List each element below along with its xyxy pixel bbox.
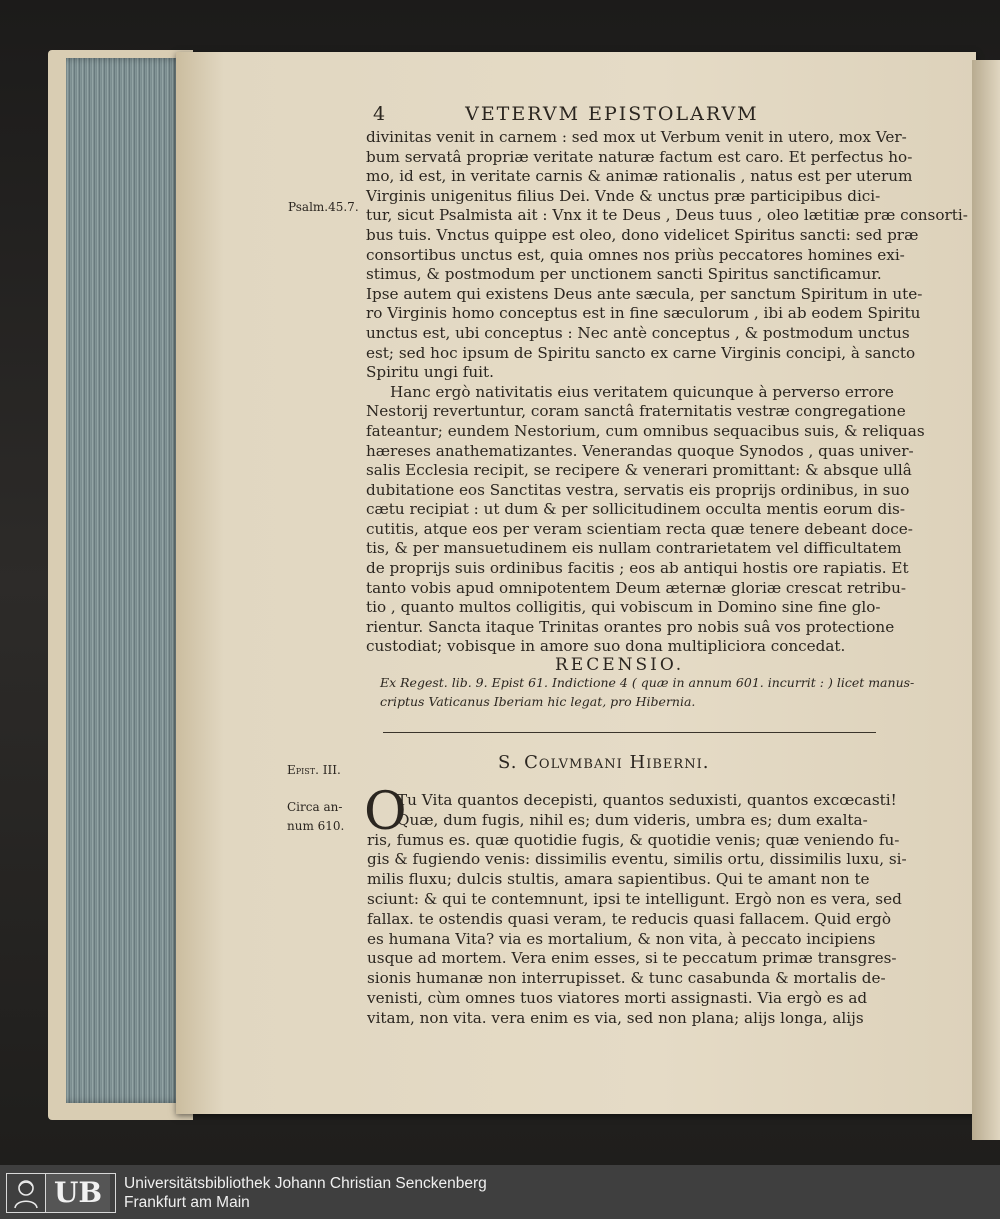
text-line: sionis humanæ non interrupisset. & tunc casabunda & mortalis de- [367,969,886,988]
epistle-title: S. Colvmbani Hiberni. [498,752,710,773]
text-line: tis, & per mansuetudinem eis nullam contrarietatem vel difficultatem [366,539,902,558]
margin-note-epist: Epist. III. [287,763,341,777]
text-line: Virginis unigenitus filius Dei. Vnde & unctus præ participibus dici- [366,186,881,205]
text-line: sciunt: & qui te contemnunt, ipsi te intelligunt. Ergò non es vera, sed [367,889,902,908]
body-text [366,128,968,657]
text-line: divinitas venit in carnem : sed mox ut Verbum venit in utero, mox Ver- [366,128,907,146]
text-line: rientur. Sancta itaque Trinitas orantes pro nobis suâ vos protectione [366,617,895,636]
library-name-line2: Frankfurt am Main [124,1194,250,1211]
text-line: ris, fumus es. quæ quotidie fugis, & quotidie venis; quæ veniendo fu- [367,830,900,849]
text-line: vitam, non vita. vera enim es via, sed non plana; alijs longa, alijs [367,1008,864,1027]
text-line: Spiritu ungi fuit. [366,363,494,382]
text-line: fallax. te ostendis quasi veram, te reducis quasi fallacem. Quid ergò [367,909,892,928]
recensio-line: Ex Regest. lib. 9. Epist 61. Indictione 4 ( quæ in annum 601. incurrit : ) licet manus- [380,675,915,690]
text-line: cutitis, atque eos per veram scientiam recta quæ tenere debeant doce- [366,519,913,538]
facing-page-edge [972,60,1000,1140]
text-line: venisti, cùm omnes tuos viatores morti assignasti. Via ergò es ad [367,988,868,1007]
running-title: VETERVM EPISTOLARVM [465,103,759,125]
text-line: custodiat; vobisque in amore suo dona multipliciora concedat. [366,637,846,656]
text-line: de proprijs suis ordinibus facitis ; eos ab antiqui hostis ore rapiatis. Et [366,559,909,578]
drop-cap: O [364,782,407,842]
text-line: tio , quanto multos colligitis, qui vobiscum in Domino sine fine glo- [366,598,881,617]
recensio-heading: RECENSIO. [555,655,685,675]
text-line: unctus est, ubi conceptus : Nec antè conceptus , & postmodum unctus [366,323,910,342]
text-line: gis & fugiendo venis: dissimilis eventu, similis ortu, dissimilis luxu, si- [367,850,907,869]
section-divider [383,732,876,733]
page-number: 4 [373,103,388,125]
text-line: mo, id est, in veritate carnis & animæ rationalis , natus est per uterum [366,167,913,186]
text-line: dubitatione eos Sanctitas vestra, servatis eis proprijs ordinibus, in suo [366,480,910,499]
library-logo[interactable] [6,1173,116,1213]
text-line: usque ad mortem. Vera enim esses, si te peccatum primæ transgres- [367,949,897,968]
library-footer-bar [0,1165,1000,1219]
library-name-line1: Universitätsbibliothek Johann Christian Senckenberg [124,1175,487,1192]
text-line: ro Virginis homo conceptus est in fine sæculorum , ibi ab eodem Spiritu [366,304,921,323]
margin-note-psalm: Psalm.45.7. [288,200,359,214]
text-line: est; sed hoc ipsum de Spiritu sancto ex carne Virginis concipi, à sancto [366,343,916,362]
recensio-note [380,673,914,711]
text-line: Nestorij revertuntur, coram sanctâ fraternitatis vestræ congregatione [366,402,906,421]
text-line: bus tuis. Vnctus quippe est oleo, dono videlicet Spiritus sancti: sed præ [366,225,919,244]
margin-note-date-2: num 610. [287,819,345,833]
recensio-line: criptus Vaticanus Iberiam hic legat, pro Hibernia. [380,694,696,709]
text-line: Quæ, dum fugis, nihil es; dum videris, umbra es; dum exalta- [397,810,868,829]
text-line: consortibus unctus est, quia omnes nos priùs peccatores homines exi- [366,245,905,264]
text-line: milis fluxu; dulcis stultis, amara sapientibus. Qui te amant non te [367,870,870,889]
text-line: Ipse autem qui existens Deus ante sæcula, per sanctum Spiritum in ute- [366,284,923,303]
text-line: fateantur; eundem Nestorium, cum omnibus sequacibus suis, & reliquas [366,421,925,440]
text-line: bum servatâ propriæ veritate naturæ factum est caro. Et perfectus ho- [366,147,913,166]
running-header [373,103,759,125]
page-block-edges [66,58,186,1103]
text-line: tanto vobis apud omnipotentem Deum æternæ gloriæ crescat retribu- [366,578,907,597]
text-line: stimus, & postmodum per unctionem sancti Spiritus sanctificamur. [366,265,882,284]
text-line: es humana Vita? via es mortalium, & non vita, à peccato incipiens [367,929,876,948]
margin-note-date-1: Circa an- [287,800,343,814]
text-line: Hanc ergò nativitatis eius veritatem quicunque à perverso errore [390,382,894,401]
text-line: salis Ecclesia recipit, se recipere & venerari promittant: & absque ullâ [366,461,912,480]
epistle-text [367,791,907,1029]
text-line: Tu Vita quantos decepisti, quantos seduxisti, quantos excœcasti! [397,791,897,809]
text-line: hæreses anathematizantes. Venerandas quoque Synodos , quas univer- [366,441,914,460]
logo-ub-text: UB [45,1174,110,1212]
portrait-emblem-icon [7,1174,45,1212]
library-name[interactable] [124,1174,487,1212]
text-line: tur, sicut Psalmista ait : Vnx it te Deus , Deus tuus , oleo lætitiæ præ consorti- [366,206,968,225]
text-line: cætu recipiat : ut dum & per sollicitudinem occulta mentis eorum dis- [366,500,905,519]
